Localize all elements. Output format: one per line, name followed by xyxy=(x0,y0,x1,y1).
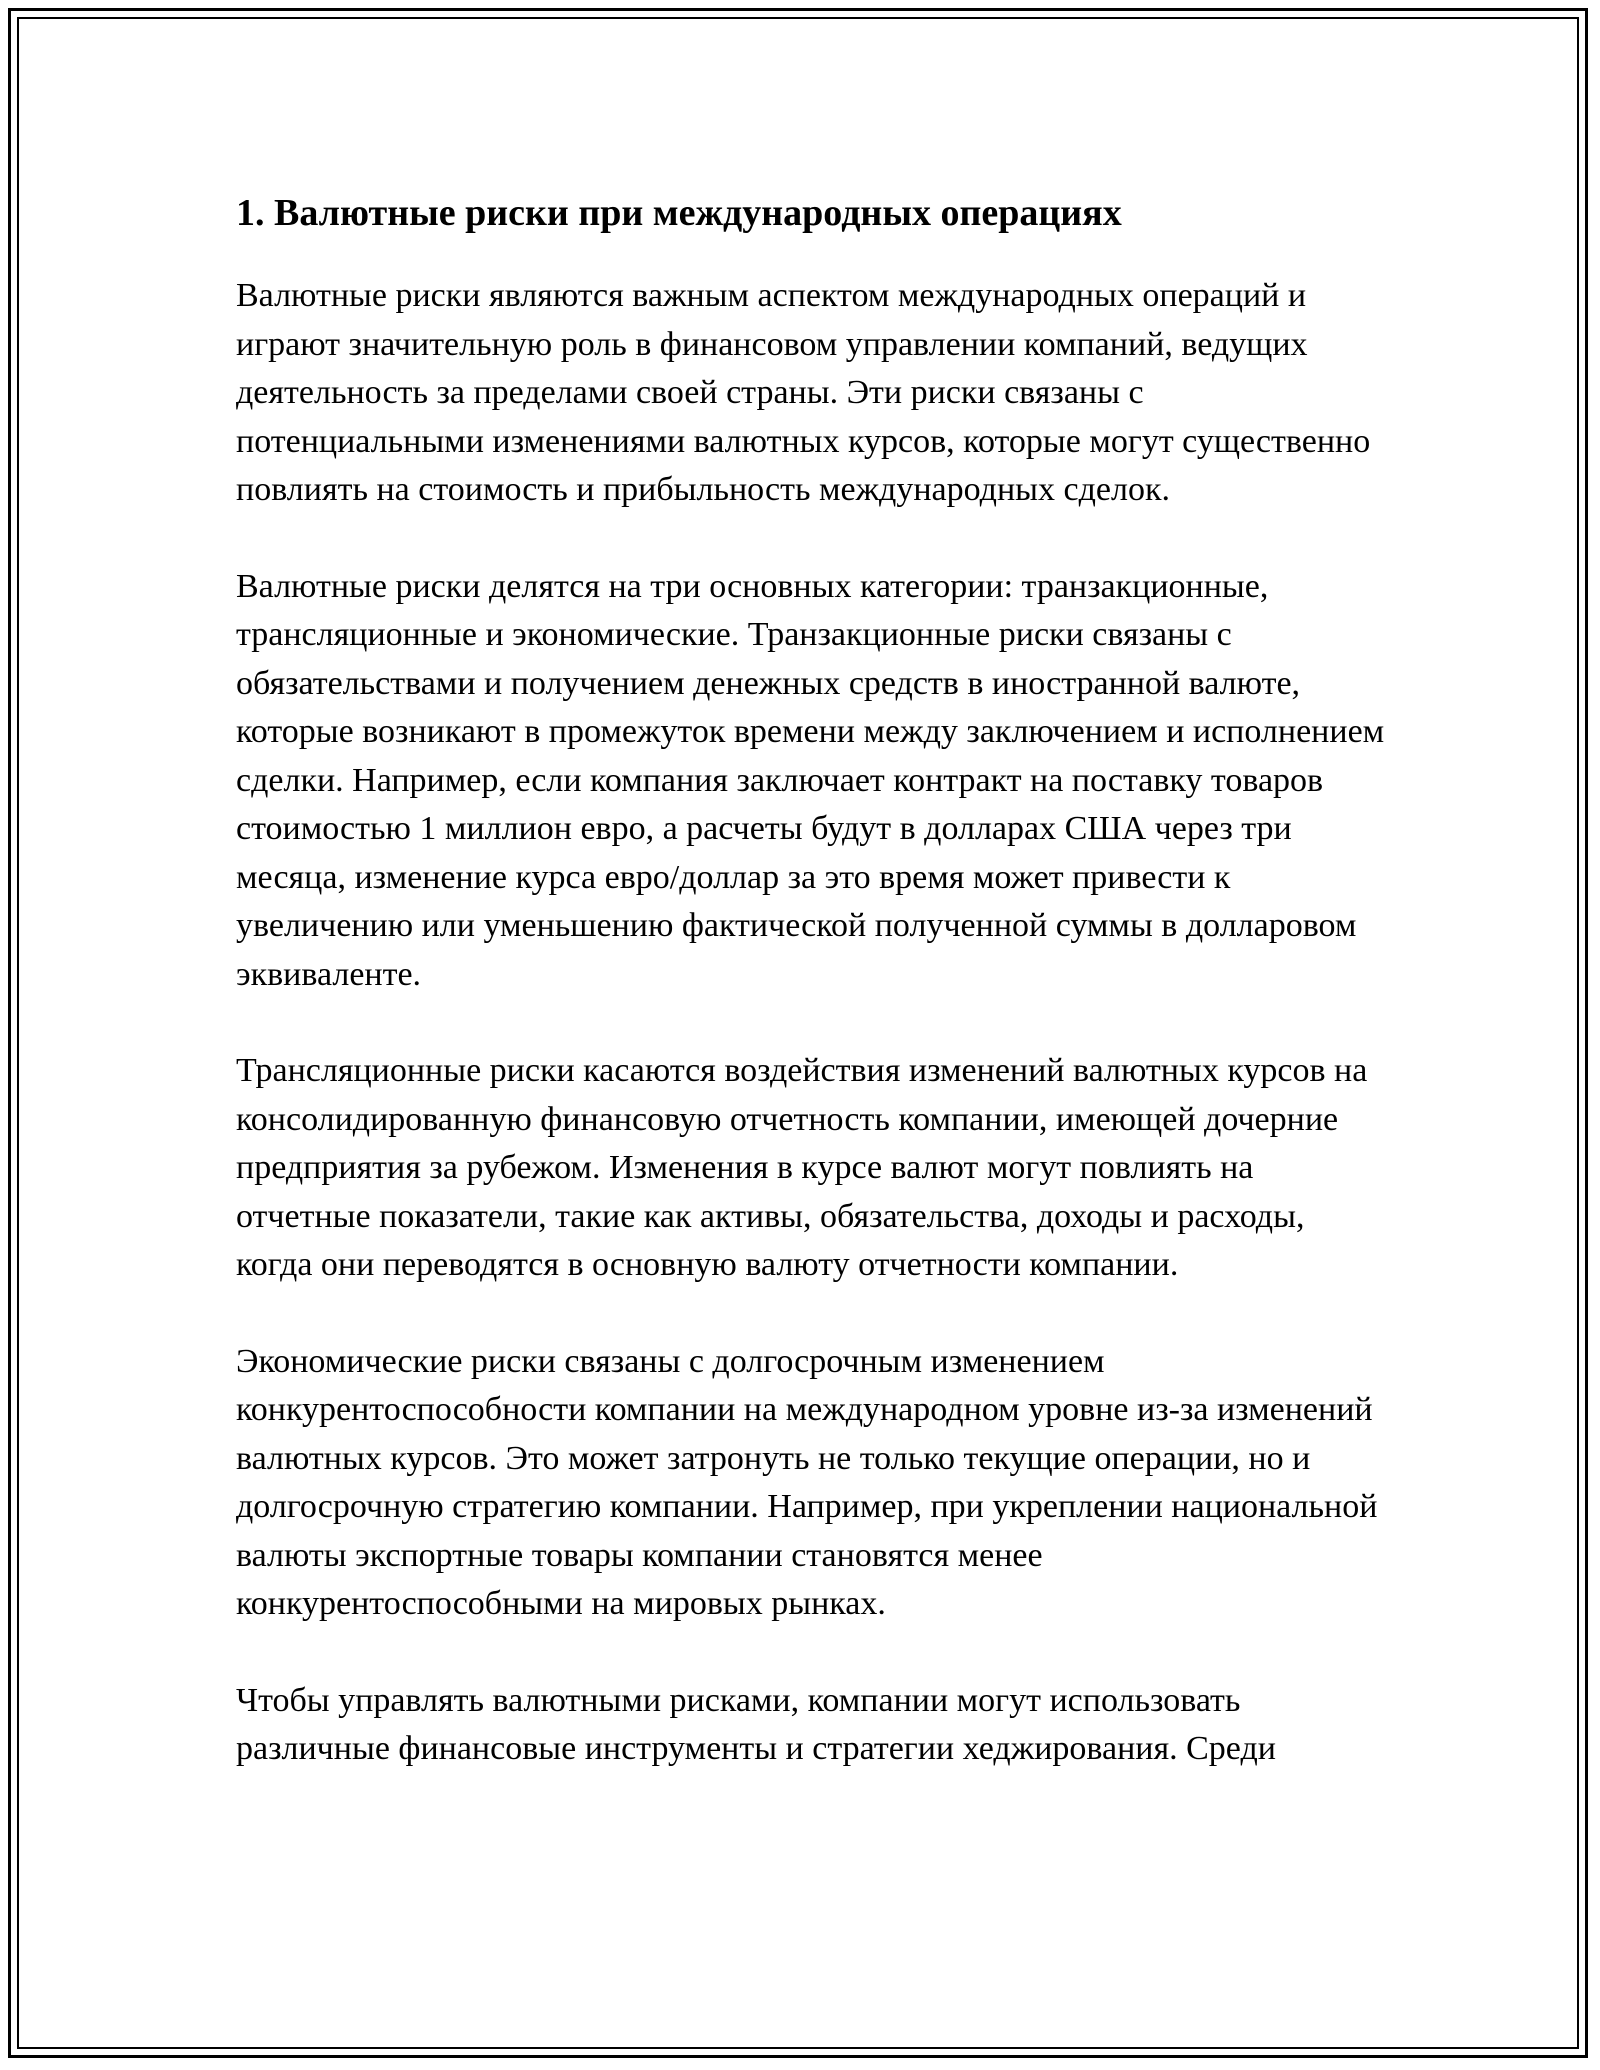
paragraph: Трансляционные риски касаются воздействия изменений валютных курсов на консолидированную финансовую отчетность компании, имеющей дочерние предприятия за рубежом. Изменения в курсе валют могут повлиять на отчетные показатели, такие как активы, обязательства, доходы и расходы, когда они переводятся в основную валюту отчетности компании. xyxy=(236,1052,1368,1283)
paragraph: Экономические риски связаны с долгосрочным изменением конкурентоспособности компании на международном уровне из-за изменений валютных курсов. Это может затронуть не только текущие операции, но и долгосрочную стратегию компании. Например, при укреплении национальной валюты экспортные товары компании становятся менее конкурентоспособными на мировых рынках. xyxy=(236,1342,1378,1622)
paragraph: Валютные риски делятся на три основных категории: транзакционные, трансляционные и экономические. Транзакционные риски связаны с обязательствами и получением денежных средств в иностранной валюте, которые возникают в промежуток времени между заключением и исполнением сделки. Например, если компания заключает контракт на поставку товаров стоимостью 1 миллион евро, а расчеты будут в долларах США через три месяца, изменение курса евро/доллар за это время может привести к увеличению или уменьшению фактической полученной суммы в долларовом эквиваленте. xyxy=(236,567,1385,993)
paragraph: Валютные риски являются важным аспектом международных операций и играют значительную роль в финансовом управлении компаний, ведущих деятельность за пределами своей страны. Эти риски связаны с потенциальными изменениями валютных курсов, которые могут существенно повлиять на стоимость и прибыльность международных сделок. xyxy=(236,277,1371,508)
section-heading: 1. Валютные риски при международных операциях xyxy=(236,192,1122,234)
paragraph: Чтобы управлять валютными рисками, компании могут использовать различные финансовые инструменты и стратегии хеджирования. Среди xyxy=(236,1681,1276,1767)
document-body xyxy=(236,182,1386,1822)
